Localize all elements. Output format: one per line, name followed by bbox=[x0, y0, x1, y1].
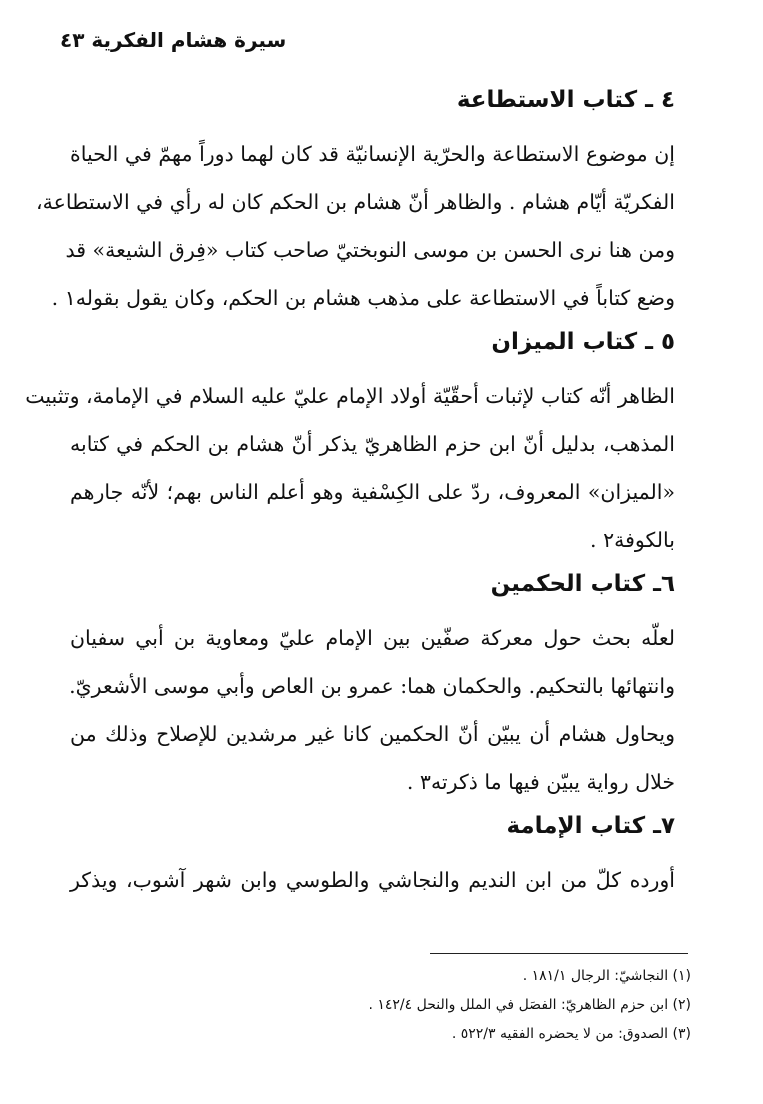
text-line: ويحاول هشام أن يبيّن أنّ الحكمين كانا غير مرشدين للإصلاح وذلك من bbox=[70, 722, 675, 746]
section-heading: ٧ـ كتاب الإمامة bbox=[506, 813, 675, 839]
text-line: المذهب، بدليل أنّ ابن حزم الظاهريّ يذكر أنّ هشام بن الحكم في كتابه bbox=[70, 432, 675, 456]
text-line: إن موضوع الاستطاعة والحرّية الإنسانيّة قد كان لهما دوراً مهمّ في الحياة bbox=[70, 142, 675, 166]
section-paragraph bbox=[70, 614, 675, 806]
section-paragraph bbox=[70, 856, 675, 904]
text-line: بالكوفة٢ . bbox=[590, 528, 675, 552]
section-heading: ٤ ـ كتاب الاستطاعة bbox=[456, 87, 675, 113]
section-paragraph bbox=[36, 130, 675, 322]
text-line: الظاهر أنّه كتاب لإثبات أحقّيّة أولاد الإمام عليّ عليه السلام في الإمامة، وتثبيت bbox=[25, 384, 675, 408]
text-line: خلال رواية يبيّن فيها ما ذكرته٣ . bbox=[406, 770, 675, 794]
running-header bbox=[60, 28, 703, 58]
footnote-item: (٣) الصدوق: من لا يحضره الفقيه ٥٢٢/٣ . bbox=[451, 1026, 691, 1042]
footnotes bbox=[70, 962, 691, 1049]
section-istitaa bbox=[36, 82, 675, 322]
text-line: وضع كتاباً في الاستطاعة على مذهب هشام بن الحكم، وكان يقول بقوله١ . bbox=[51, 286, 675, 310]
text-line: «الميزان» المعروف، ردّ على الكِسْفية وهو أعلم الناس بهم؛ لأنّه جارهم bbox=[70, 480, 675, 504]
footnote-item: (١) النجاشيّ: الرجال ١٨١/١ . bbox=[522, 968, 691, 984]
section-imama bbox=[70, 808, 675, 904]
section-paragraph bbox=[25, 372, 675, 564]
text-line: أورده كلّ من ابن النديم والنجاشي والطوسي وابن شهر آشوب، ويذكر bbox=[70, 868, 675, 892]
running-title: سيرة هشام الفكرية ٤٣ bbox=[60, 28, 287, 52]
text-line: ومن هنا نرى الحسن بن موسى النوبختيّ صاحب كتاب «فِرق الشيعة» قد bbox=[65, 238, 675, 262]
section-heading: ٥ ـ كتاب الميزان bbox=[491, 329, 675, 355]
footnote-divider bbox=[430, 953, 688, 954]
footnote-item: (٢) ابن حزم الظاهريّ: الفصَل في الملل والنحل ١٤٢/٤ . bbox=[368, 997, 691, 1013]
text-line: الفكريّة أيّام هشام . والظاهر أنّ هشام بن الحكم كان له رأي في الاستطاعة، bbox=[36, 190, 675, 214]
text-line: لعلّه بحث حول معركة صفّين بين الإمام عليّ ومعاوية بن أبي سفيان bbox=[70, 626, 675, 650]
section-hakamayn bbox=[70, 566, 675, 806]
text-line: وانتهائها بالتحكيم. والحكمان هما: عمرو بن العاص وأبي موسى الأشعريّ. bbox=[69, 674, 675, 698]
section-heading: ٦ـ كتاب الحكمين bbox=[490, 571, 675, 597]
section-mizan bbox=[25, 324, 675, 564]
